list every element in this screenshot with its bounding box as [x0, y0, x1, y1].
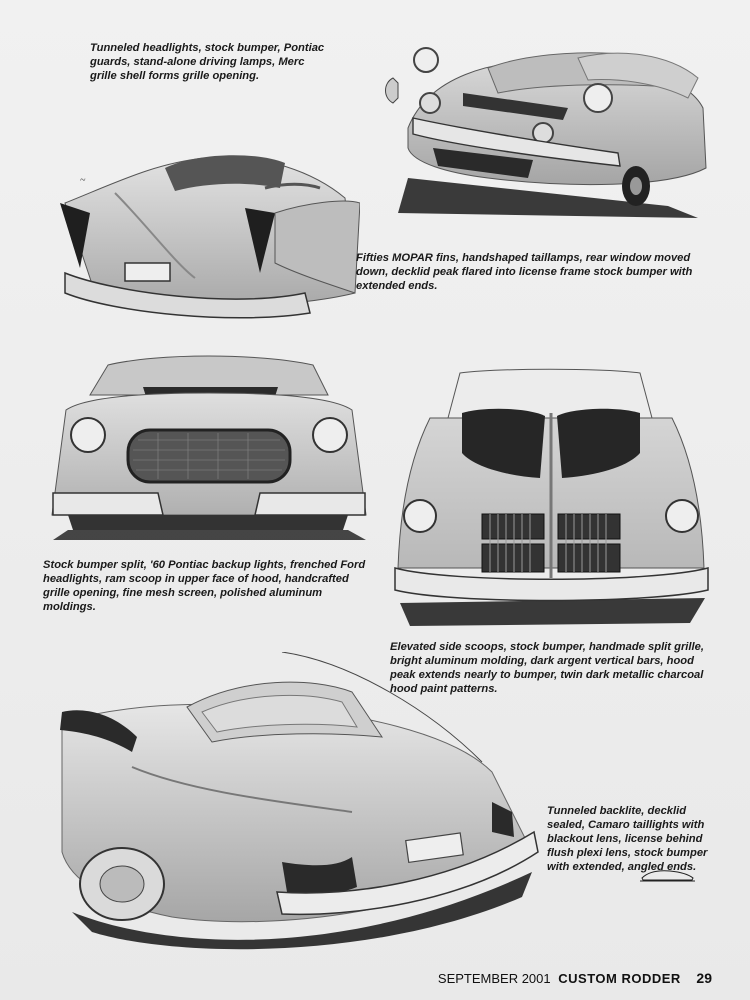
footer-date: SEPTEMBER 2001	[437, 971, 551, 986]
caption-front-three-quarter: Tunneled headlights, stock bumper, Pontiac guards, stand-alone driving lamps, Merc grille shell forms grille opening.	[90, 42, 325, 82]
sketch-front-straight	[48, 355, 370, 550]
caption-front-straight: Stock bumper split, '60 Pontiac backup lights, frenched Ford headlights, ram scoop in upper face of hood, handcrafted grille opening, fine mesh screen, polished aluminum moldings.	[43, 559, 366, 613]
page-footer	[438, 970, 712, 986]
background-headline-ghost	[50, 0, 74, 56]
caption-rear-fins: Fifties MOPAR fins, handshaped taillamps, rear window moved down, decklid peak flared into license frame stock bumper with extended ends.	[356, 252, 693, 292]
page-number: 29	[696, 970, 712, 986]
sketch-hood-front	[390, 368, 712, 633]
sketch-rear-three-quarter	[52, 652, 540, 970]
car-outline-icon	[640, 868, 695, 882]
caption-hood-front: Elevated side scoops, stock bumper, handmade split grille, bright aluminum molding, dark argent vertical bars, hood peak extends nearly to bumper, twin dark metallic charcoal hood paint patterns.	[390, 641, 704, 695]
sketch-front-three-quarter	[368, 38, 713, 220]
sketch-rear-fins	[55, 143, 360, 323]
svg-text:~: ~	[80, 175, 86, 186]
caption-rear-three-quarter: Tunneled backlite, decklid sealed, Camaro taillights with blackout lens, license behind flush plexi lens, stock bumper with extended, angled ends.	[547, 805, 708, 873]
footer-magazine: CUSTOM RODDER	[558, 971, 681, 986]
